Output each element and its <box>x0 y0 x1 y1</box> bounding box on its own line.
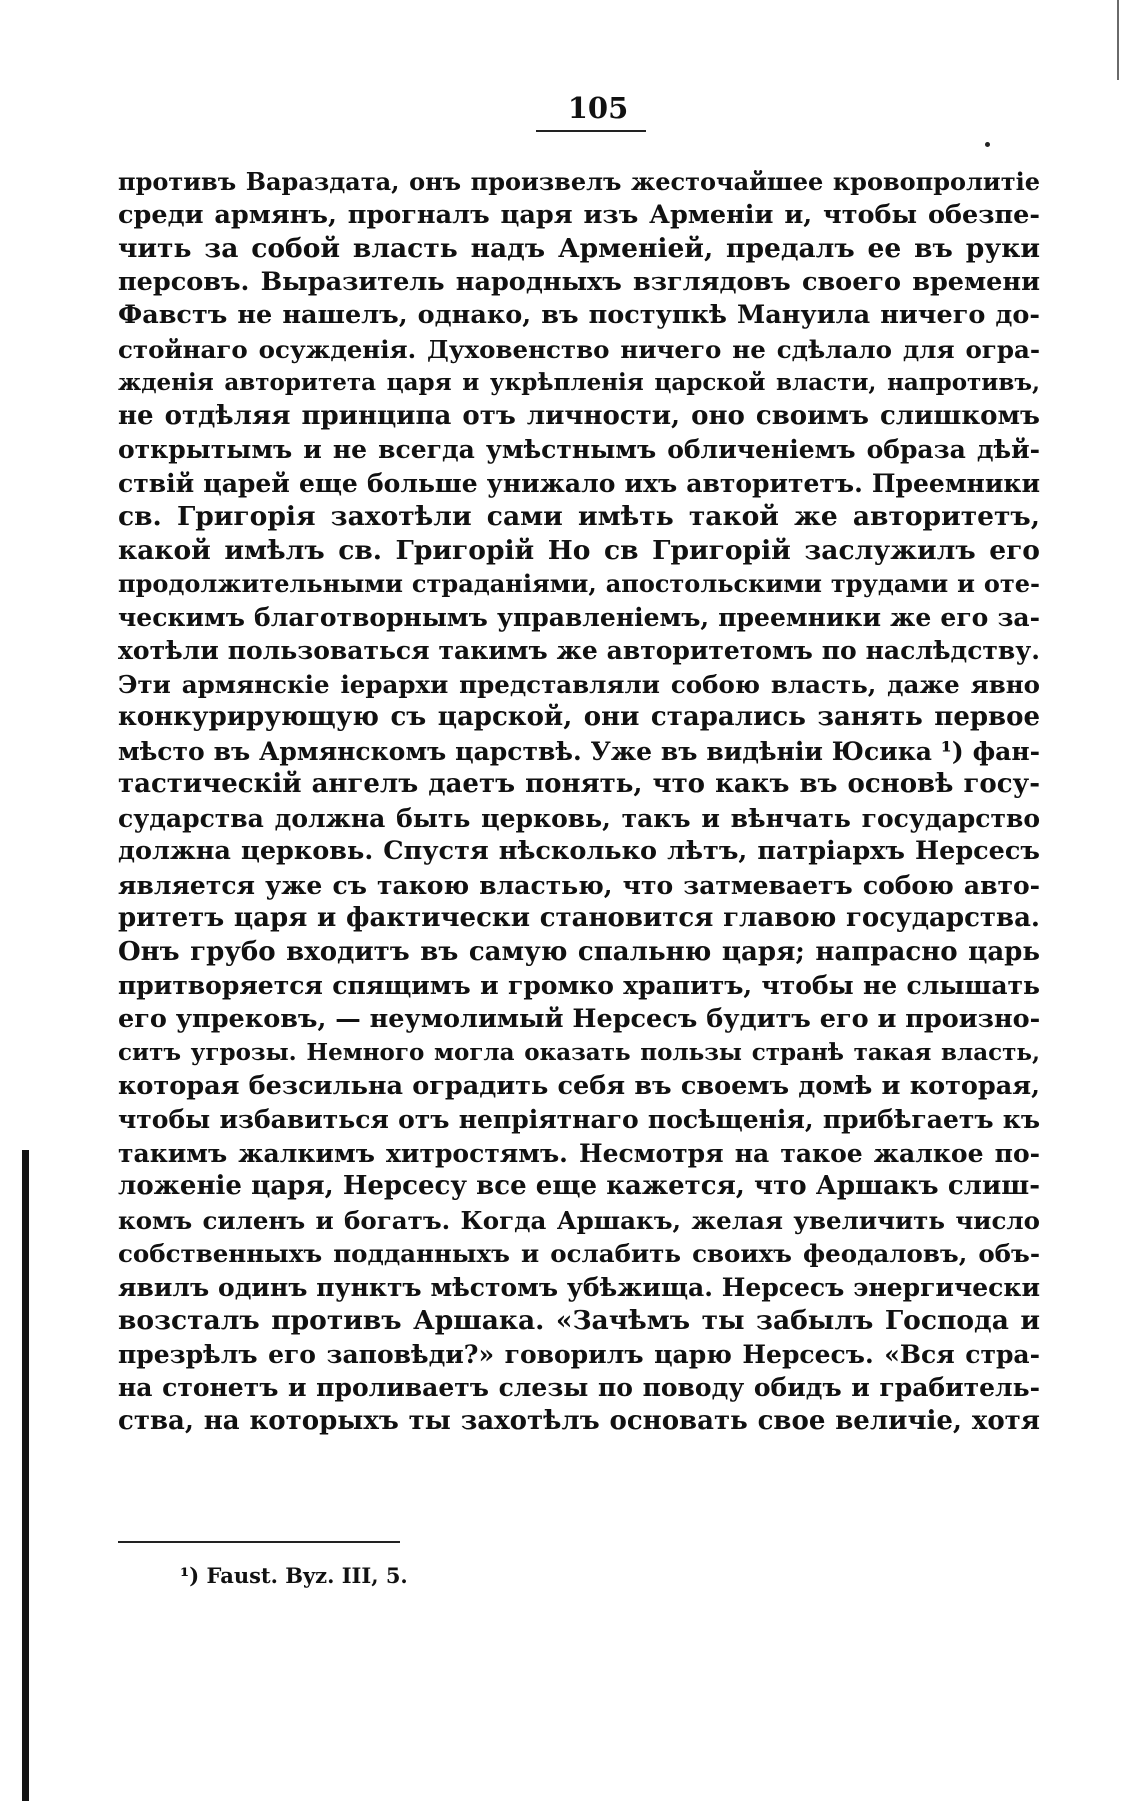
text-line: ситъ угрозы. Немного могла оказать пользы странѣ такая власть, <box>118 1039 1040 1066</box>
text-line: противъ Вараздата, онъ произвелъ жесточайшее кровопролитіе <box>118 167 1040 196</box>
text-line: Фавстъ не нашелъ, однако, въ поступкѣ Мануила ничего до- <box>118 300 1040 330</box>
page-number-rule <box>536 130 646 132</box>
text-line: какой имѣлъ св. Григорій Но св Григорій заслужилъ его <box>118 534 1040 566</box>
text-line: не отдѣляя принципа отъ личности, оно своимъ слишкомъ <box>118 400 1040 431</box>
scan-speck <box>985 142 990 147</box>
text-line: которая безсильна оградить себя въ своемъ домѣ и которая, <box>118 1070 1040 1101</box>
scan-page-edge-right <box>1117 0 1119 80</box>
text-line: персовъ. Выразитель народныхъ взглядовъ своего времени <box>118 266 1040 297</box>
text-line: сударства должна быть церковь, такъ и вѣнчать государство <box>118 803 1040 833</box>
text-line: притворяется спящимъ и громко храпитъ, чтобы не слышать <box>118 971 1040 1000</box>
text-line: ритетъ царя и фактически становится главою государства. <box>118 903 1040 933</box>
text-line: должна церковь. Спустя нѣсколько лѣтъ, патріархъ Нерсесъ <box>118 836 1040 866</box>
text-line: среди армянъ, прогналъ царя изъ Арменіи и, чтобы обезпе- <box>118 199 1040 230</box>
text-line: стойнаго осужденія. Духовенство ничего не сдѣлало для огра- <box>118 334 1040 364</box>
text-line: продолжительными страданіями, апостольскими трудами и оте- <box>118 569 1040 598</box>
text-line: явилъ одинъ пунктъ мѣстомъ убѣжища. Нерсесъ энергически <box>118 1272 1040 1302</box>
scan-page-edge-left <box>22 1150 29 1801</box>
text-line: Эти армянскіе іерархи представляли собою власть, даже явно <box>118 669 1040 699</box>
footnote-rule <box>118 1541 400 1543</box>
text-line: конкурирующую съ царской, они старались занять первое <box>118 702 1040 732</box>
text-line: собственныхъ подданныхъ и ослабить своихъ феодаловъ, объ- <box>118 1239 1040 1268</box>
page-number: 105 <box>567 91 629 125</box>
text-line: св. Григорія захотѣли сами имѣть такой же авторитетъ, <box>118 501 1040 532</box>
text-line: ложеніе царя, Нерсесу все еще кажется, что Аршакъ слиш- <box>118 1171 1040 1201</box>
footnote: ¹) Faust. Byz. III, 5. <box>180 1563 408 1588</box>
text-line: чить за собой власть надъ Арменіей, предалъ ее въ руки <box>118 233 1040 264</box>
text-line: является уже съ такою властью, что затмеваетъ собою авто- <box>118 870 1040 900</box>
text-line: комъ силенъ и богатъ. Когда Аршакъ, желая увеличить число <box>118 1205 1040 1235</box>
text-line: чтобы избавиться отъ непріятнаго посѣщенія, прибѣгаетъ къ <box>118 1105 1040 1134</box>
text-line: Онъ грубо входитъ въ самую спальню царя; напрасно царь <box>118 936 1040 967</box>
text-line: жденія авторитета царя и укрѣпленія царской власти, напротивъ, <box>118 369 1040 396</box>
text-line: ческимъ благотворнымъ управленіемъ, преемники же его за- <box>118 602 1040 632</box>
body-text <box>118 165 1040 1438</box>
text-line: его упрековъ, — неумолимый Нерсесъ будитъ его и произно- <box>118 1003 1040 1034</box>
text-line: хотѣли пользоваться такимъ же авторитетомъ по наслѣдству. <box>118 636 1040 665</box>
text-line: на стонетъ и проливаетъ слезы по поводу обидъ и грабитель- <box>118 1373 1040 1402</box>
text-line: ства, на которыхъ ты захотѣлъ основать свое величіе, хотя <box>118 1405 1040 1436</box>
text-line: презрѣлъ его заповѣди?» говорилъ царю Нерсесъ. «Вся стра- <box>118 1339 1040 1369</box>
text-line: возсталъ противъ Аршака. «Зачѣмъ ты забылъ Господа и <box>118 1305 1040 1336</box>
text-line: открытымъ и не всегда умѣстнымъ обличеніемъ образа дѣй- <box>118 435 1040 464</box>
text-line: ствій царей еще больше унижало ихъ авторитетъ. Преемники <box>118 468 1040 498</box>
text-line: тастическій ангелъ даетъ понять, что какъ въ основѣ госу- <box>118 769 1040 799</box>
text-line: такимъ жалкимъ хитростямъ. Несмотря на такое жалкое по- <box>118 1138 1040 1168</box>
text-line: мѣсто въ Армянскомъ царствѣ. Уже въ видѣніи Юсика ¹) фан- <box>118 736 1040 766</box>
